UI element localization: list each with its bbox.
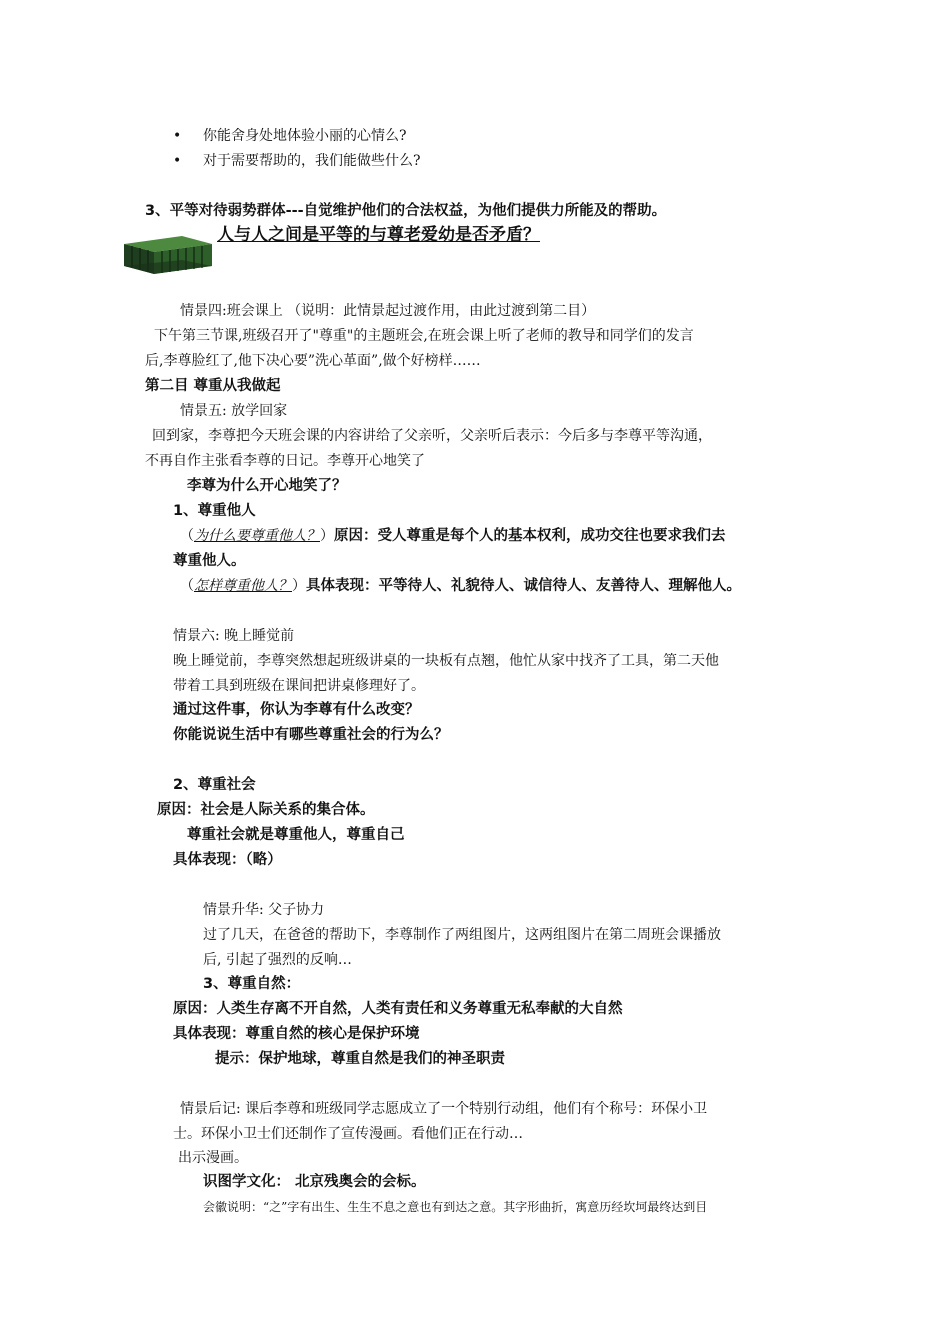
respect-others-reason: 原因：受人尊重是每个人的基本权利，成功交往也要求我们去 bbox=[334, 528, 726, 544]
respect-society-heading: 2、尊重社会 bbox=[173, 777, 256, 793]
scene6-text: 带着工具到班级在课间把讲桌修理好了。 bbox=[173, 678, 425, 694]
books-clipart-icon bbox=[122, 230, 214, 280]
respect-nature-tip: 提示：保护地球，尊重自然是我们的神圣职责 bbox=[215, 1051, 505, 1067]
scene-up-text: 后, 引起了强烈的反响… bbox=[203, 952, 352, 968]
respect-society-reason: 原因：社会是人际关系的集合体。 bbox=[157, 802, 375, 818]
bullet-marker: • bbox=[173, 128, 182, 144]
respect-others-performance: 具体表现：平等待人、礼貌待人、诚信待人、友善待人、理解他人。 bbox=[306, 578, 741, 594]
question-how-respect: 怎样尊重他人？ bbox=[194, 578, 292, 594]
respect-nature-heading: 3、尊重自然： bbox=[203, 976, 301, 992]
respect-nature-performance: 具体表现：尊重自然的核心是保护环境 bbox=[173, 1026, 420, 1042]
bullet-item: 对于需要帮助的，我们能做些什么? bbox=[203, 153, 421, 169]
respect-others-performance-line bbox=[180, 576, 741, 596]
question-behaviors: 你能说说生活中有哪些尊重社会的行为么？ bbox=[173, 727, 449, 743]
scene-up-text: 过了几天，在爸爸的帮助下，李尊制作了两组图片，这两组图片在第二周班会课播放 bbox=[203, 927, 721, 943]
respect-others-reason-cont: 尊重他人。 bbox=[173, 553, 246, 569]
scene5-text: 回到家，李尊把今天班会课的内容讲给了父亲听，父亲听后表示：今后多与李尊平等沟通， bbox=[152, 428, 712, 444]
show-comic: 出示漫画。 bbox=[178, 1150, 248, 1166]
paren-open: （ bbox=[180, 528, 194, 544]
epilogue-text: 情景后记: 课后李尊和班级同学志愿成立了一个特别行动组，他们有个称号：环保小卫 bbox=[180, 1101, 708, 1117]
question-change: 通过这件事，你认为李尊有什么改变？ bbox=[173, 702, 420, 718]
bullet-marker: • bbox=[173, 153, 182, 169]
scene5-title: 情景五: 放学回家 bbox=[180, 403, 288, 419]
respect-nature-reason: 原因：人类生存离不开自然，人类有责任和义务尊重无私奉献的大自然 bbox=[173, 1001, 623, 1017]
big-question: 人与人之间是平等的与尊老爱幼是否矛盾？ bbox=[217, 225, 540, 245]
respect-others-heading: 1、尊重他人 bbox=[173, 503, 256, 519]
question-why-respect: 为什么要尊重他人？ bbox=[194, 528, 320, 544]
scene6-title: 情景六: 晚上睡觉前 bbox=[173, 628, 295, 644]
section3-heading: 3、平等对待弱势群体---自觉维护他们的合法权益，为他们提供力所能及的帮助。 bbox=[145, 203, 667, 219]
scene4-text: 后,李尊脸红了,他下决心要”洗心革面”,做个好榜样…… bbox=[145, 353, 481, 369]
epilogue-text: 士。环保小卫士们还制作了宣传漫画。看他们正在行动… bbox=[173, 1126, 523, 1142]
scene4-title: 情景四:班会课上 （说明：此情景起过渡作用，由此过渡到第二目） bbox=[180, 303, 596, 319]
question-why-happy: 李尊为什么开心地笑了？ bbox=[187, 478, 347, 494]
scene5-text: 不再自作主张看李尊的日记。李尊开心地笑了 bbox=[145, 453, 425, 469]
part2-heading: 第二目 尊重从我做起 bbox=[145, 378, 281, 394]
scene4-text: 下午第三节课,班级召开了"尊重"的主题班会,在班会课上听了老师的教导和同学们的发言 bbox=[154, 328, 694, 344]
paren-open: （ bbox=[180, 578, 194, 594]
bullet-item: 你能舍身处地体验小丽的心情么? bbox=[203, 128, 407, 144]
respect-society-meaning: 尊重社会就是尊重他人，尊重自己 bbox=[187, 827, 405, 843]
emblem-note: 会徽说明：“之”字有出生、生生不息之意也有到达之意。其字形曲折，寓意历经坎坷最终达到目 bbox=[203, 1200, 708, 1214]
respect-society-performance: 具体表现：（略） bbox=[173, 852, 282, 868]
culture-heading: 识图学文化： 北京残奥会的会标。 bbox=[203, 1174, 426, 1190]
scene6-text: 晚上睡觉前，李尊突然想起班级讲桌的一块板有点翘，他忙从家中找齐了工具，第二天他 bbox=[173, 653, 719, 669]
scene-up-title: 情景升华: 父子协力 bbox=[203, 902, 325, 918]
paren-close: ） bbox=[292, 578, 306, 594]
respect-others-reason-line bbox=[180, 526, 726, 546]
paren-close: ） bbox=[320, 528, 334, 544]
